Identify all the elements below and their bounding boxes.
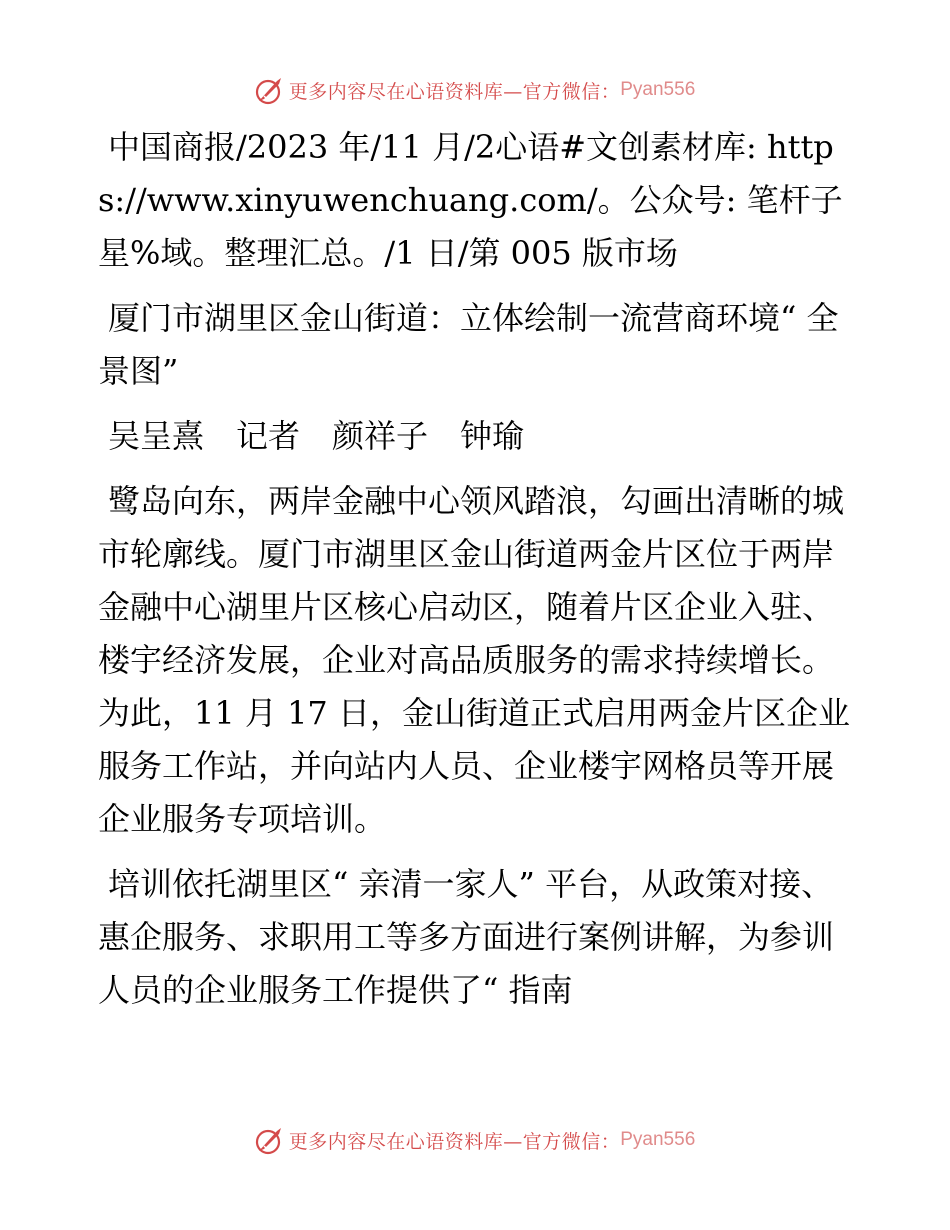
watermark-text: 更多内容尽在心语资料库—官方微信： — [288, 80, 621, 103]
article-body — [98, 121, 858, 1029]
article-title: 厦门市湖里区金山街道：立体绘制一流营商环境“ 全景图” — [98, 299, 839, 390]
watermark-banner-top — [0, 70, 950, 110]
quill-pen-logo-icon — [255, 75, 285, 105]
byline: 吴呈熹 记者 颜祥子 钟瑜 — [108, 417, 525, 455]
paragraph-1: 鹭岛向东，两岸金融中心领风踏浪，勾画出清晰的城市轮廓线。厦门市湖里区金山街道两金片区位于两岸金融中心湖里片区核心启动区，随着片区企业入驻、楼宇经济发展，企业对高品质服务的需求持续增长。为此，11 月 17 日，金山街道正式启用两金片区企业服务工作站，并向站内人员、企业楼宇网格员等开展企业服务专项培训。 — [98, 482, 850, 838]
paragraph-2: 培训依托湖里区“ 亲清一家人” 平台，从政策对接、惠企服务、求职用工等多方面进行案例讲解，为参训人员的企业服务工作提供了“ 指南 — [98, 865, 835, 1009]
watermark-banner-bottom — [0, 1120, 950, 1160]
watermark-wechat-id: Pyan556 — [620, 1129, 696, 1150]
quill-pen-logo-icon — [255, 1125, 285, 1155]
source-line: 中国商报/2023 年/11 月/2心语#文创素材库: https://www.xinyuwenchuang.com/。公众号: 笔杆子星%域。整理汇总。/1 日/第 005 版市场 — [98, 128, 843, 272]
watermark-wechat-id: Pyan556 — [620, 79, 696, 100]
watermark-text: 更多内容尽在心语资料库—官方微信： — [288, 1130, 621, 1153]
